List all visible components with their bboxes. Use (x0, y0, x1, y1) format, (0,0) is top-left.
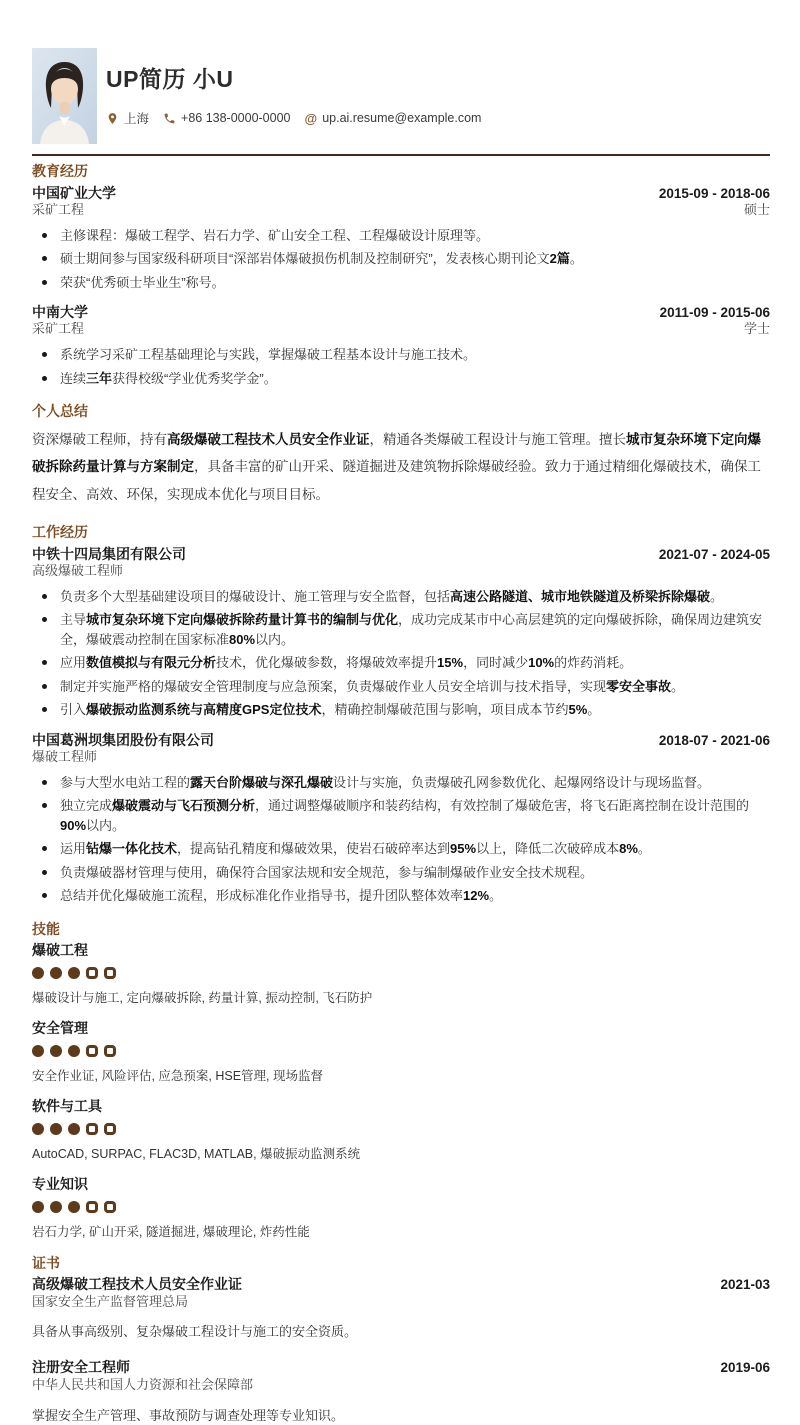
bullet-list (32, 587, 770, 720)
text: ，精通各类爆破工程设计与施工管理。擅长 (369, 431, 626, 447)
profile-photo (32, 48, 97, 144)
certificate-entry (32, 1358, 770, 1425)
skill-level-dots (32, 967, 770, 979)
skill-level-dots (32, 1123, 770, 1135)
skill-dot-filled-icon (50, 967, 62, 979)
skill-dot-filled-icon (32, 1123, 44, 1135)
contact-row (106, 109, 495, 127)
section-title-education: 教育经历 (32, 163, 88, 179)
education-date: 2015-09 - 2018-06 (658, 185, 770, 201)
skill-item (32, 940, 770, 1006)
certificate-entry (32, 1275, 770, 1342)
text: 硕士期间参与国家级科研项目“深部岩体爆破损伤机制及控制研究”，发表核心期刊论文 (60, 251, 550, 267)
bullet-list (32, 345, 770, 388)
at-icon: @ (304, 110, 318, 126)
contact-text: 上海 (124, 112, 150, 126)
bold-text: 城市复杂环境下定向爆破拆除药量计算书的编制与优化 (86, 612, 399, 628)
bullet-item (32, 226, 770, 246)
bullet-item (32, 796, 770, 835)
education-list (32, 184, 770, 389)
section-work (32, 524, 770, 906)
section-title-skills: 技能 (32, 920, 60, 937)
skill-keywords: 岩石力学, 矿山开采, 隧道掘进, 爆破理论, 炸药性能 (32, 1225, 310, 1240)
work-entry (32, 545, 770, 720)
skill-dot-empty-icon (104, 1123, 116, 1135)
skill-dot-filled-icon (68, 1045, 80, 1057)
certificate-issuer: 国家安全生产监督管理总局 (32, 1293, 189, 1309)
skill-dot-empty-icon (86, 1201, 98, 1213)
text: 参与大型水电站工程的 (60, 774, 191, 790)
bold-text: 三年 (86, 370, 113, 386)
certs-list (32, 1275, 770, 1425)
skill-dot-filled-icon (50, 1201, 62, 1213)
major: 采矿工程 (32, 321, 85, 337)
skill-dot-empty-icon (104, 1201, 116, 1213)
text: 制定并实施严格的爆破安全管理制度与应急预案，负责爆破作业人员安全培训与技术指导，实现 (60, 678, 607, 694)
text: 连续 (60, 370, 87, 386)
text: 荣获“优秀硕士毕业生”称号。 (60, 274, 225, 290)
bold-text: 10% (528, 655, 555, 671)
skill-dot-filled-icon (32, 1201, 44, 1213)
bullet-item (32, 886, 770, 906)
bold-text: 钻爆一体化技术 (86, 841, 178, 857)
text: ，成功完成某市中心高层建筑的定向爆破拆除，确保周边建筑安全，爆破震动控制在国家标准 (60, 612, 763, 647)
skill-keywords: 安全作业证, 风险评估, 应急预案, HSE管理, 现场监督 (32, 1069, 323, 1084)
certificate-description: 具备从事高级别、复杂爆破工程设计与施工的安全资质。 (32, 1324, 358, 1340)
text: 运用 (60, 841, 87, 857)
skill-dot-filled-icon (68, 1123, 80, 1135)
text: 设计与实施，负责爆破孔网参数优化、起爆网络设计与现场监督。 (333, 774, 711, 790)
contact-item (305, 111, 482, 126)
bullet-item (32, 839, 770, 859)
candidate-name: UP简历 小U (106, 66, 234, 92)
job-title: 高级爆破工程师 (32, 562, 124, 578)
bold-text: 数值模拟与有限元分析 (86, 655, 217, 671)
section-education (32, 163, 770, 388)
bullet-item (32, 345, 770, 365)
text: 。 (710, 588, 724, 604)
bold-text: 5% (568, 702, 588, 718)
skill-keywords: 爆破设计与施工, 定向爆破拆除, 药量计算, 振动控制, 飞石防护 (32, 991, 373, 1006)
section-certs (32, 1255, 770, 1425)
bullet-list (32, 773, 770, 906)
skill-dot-filled-icon (68, 1201, 80, 1213)
education-date: 2011-09 - 2015-06 (659, 305, 770, 321)
bold-text: 95% (450, 841, 477, 857)
skill-name: 安全管理 (32, 1020, 88, 1037)
skill-dot-filled-icon (68, 967, 80, 979)
section-skills (32, 921, 770, 1241)
entry-head (32, 303, 770, 321)
bullet-item (32, 653, 770, 673)
text: ，提高钻孔精度和爆破效果，使岩石破碎率达到 (177, 841, 451, 857)
bold-text: 高级爆破工程技术人员安全作业证 (167, 431, 370, 447)
text: 以内。 (86, 817, 126, 833)
phone-icon (163, 112, 176, 125)
skill-item (32, 1018, 770, 1084)
text: 应用 (60, 655, 87, 671)
text: 以内。 (255, 631, 295, 647)
text: 资深爆破工程师，持有 (32, 431, 167, 447)
degree: 学士 (743, 321, 770, 337)
text: 以上，降低二次破碎成本 (476, 841, 620, 857)
bullet-item (32, 273, 770, 293)
profile-photo-illustration (32, 48, 97, 144)
bold-text: 2篇 (549, 251, 570, 267)
skill-dot-empty-icon (104, 967, 116, 979)
entry-head (32, 184, 770, 202)
bullet-item (32, 610, 770, 649)
contact-item (163, 111, 290, 125)
major: 采矿工程 (32, 201, 85, 217)
bold-text: 城市复杂环境下定向爆破拆除药量计算与方案制定 (32, 431, 761, 475)
skill-name: 爆破工程 (32, 942, 88, 959)
certificate-description: 掌握安全生产管理、事故预防与调查处理等专业知识。 (32, 1407, 345, 1423)
section-title-summary: 个人总结 (32, 403, 88, 420)
bold-text: 爆破振动监测系统与高精度GPS定位技术 (86, 702, 322, 718)
skills-list (32, 940, 770, 1240)
bold-text: 爆破震动与飞石预测分析 (112, 798, 256, 814)
text: 负责多个大型基础建设项目的爆破设计、施工管理与安全监督，包括 (60, 588, 451, 604)
text: 独立完成 (60, 798, 113, 814)
bullet-item (32, 249, 770, 269)
skill-dot-empty-icon (86, 1045, 98, 1057)
text: 。 (671, 678, 685, 694)
bold-text: 高速公路隧道、城市地铁隧道及桥梁拆除爆破 (450, 588, 711, 604)
bullet-item (32, 369, 770, 389)
text: ，精确控制爆破范围与影响，项目成本节约 (321, 702, 569, 718)
text: 。 (489, 888, 503, 904)
text: ，同时减少 (463, 655, 529, 671)
bullet-list (32, 226, 770, 293)
work-date: 2018-07 - 2021-06 (658, 732, 770, 748)
skill-dot-empty-icon (86, 1123, 98, 1135)
contact-item (106, 109, 149, 127)
entry-sub (32, 563, 770, 580)
text: 。 (637, 841, 651, 857)
school-name: 中南大学 (32, 304, 88, 321)
bullet-item (32, 700, 770, 720)
skill-name: 专业知识 (32, 1176, 88, 1193)
bullet-item (32, 677, 770, 697)
bullet-item (32, 587, 770, 607)
entry-head (32, 1275, 770, 1293)
work-date: 2021-07 - 2024-05 (658, 546, 770, 562)
text: 获得校级“学业优秀奖学金”。 (112, 370, 277, 386)
certificate-date: 2019-06 (720, 1359, 770, 1375)
bullet-item (32, 773, 770, 793)
entry-sub (32, 321, 770, 338)
company-name: 中铁十四局集团有限公司 (32, 545, 186, 562)
skill-dot-filled-icon (50, 1123, 62, 1135)
certificate-name: 注册安全工程师 (32, 1358, 130, 1375)
bold-text: 露天台阶爆破与深孔爆破 (190, 774, 334, 790)
entry-head (32, 731, 770, 749)
work-entry (32, 731, 770, 906)
certificate-date: 2021-03 (720, 1276, 770, 1292)
company-name: 中国葛洲坝集团股份有限公司 (32, 731, 214, 748)
education-entry (32, 303, 770, 388)
text: 系统学习采矿工程基础理论与实践，掌握爆破工程基本设计与施工技术。 (60, 347, 477, 363)
work-list (32, 545, 770, 906)
text: 技术，优化爆破参数，将爆破效率提升 (216, 655, 438, 671)
header-divider (32, 154, 770, 156)
text: 主修课程：爆破工程学、岩石力学、矿山安全工程、工程爆破设计原理等。 (60, 227, 490, 243)
location-pin-icon (106, 112, 119, 125)
section-title-work: 工作经历 (32, 524, 88, 541)
contact-text: +86 138-0000-0000 (181, 111, 291, 125)
bold-text: 15% (437, 655, 464, 671)
entry-head (32, 1358, 770, 1376)
skill-name: 软件与工具 (32, 1098, 102, 1115)
entry-sub (32, 749, 770, 766)
skill-level-dots (32, 1201, 770, 1213)
text: 总结并优化爆破施工流程，形成标准化作业指导书，提升团队整体效率 (60, 888, 464, 904)
certificate-issuer: 中华人民共和国人力资源和社会保障部 (32, 1377, 254, 1393)
bold-text: 8% (619, 841, 638, 857)
entry-head (32, 545, 770, 563)
skill-item (32, 1174, 770, 1240)
text: ，通过调整爆破顺序和装药结构，有效控制了爆破危害，将飞石距离控制在设计范围的 (255, 798, 750, 814)
skill-keywords: AutoCAD, SURPAC, FLAC3D, MATLAB, 爆破振动监测系统 (32, 1147, 361, 1162)
skill-dot-filled-icon (32, 1045, 44, 1057)
text: 。 (587, 702, 601, 718)
bold-text: 零安全事故 (606, 678, 672, 694)
text: 负责爆破器材管理与使用，确保符合国家法规和安全规范，参与编制爆破作业安全技术规程。 (60, 864, 594, 880)
job-title: 爆破工程师 (32, 748, 98, 764)
skill-level-dots (32, 1045, 770, 1057)
bold-text: 12% (463, 888, 490, 904)
certificate-name: 高级爆破工程技术人员安全作业证 (32, 1275, 242, 1292)
summary-paragraph (32, 426, 770, 509)
skill-dot-empty-icon (86, 967, 98, 979)
section-title-certs: 证书 (32, 1255, 60, 1272)
resume-header (32, 48, 770, 144)
text: 引入 (60, 702, 87, 718)
header-text (97, 48, 495, 127)
bold-text: 80% (229, 631, 256, 647)
degree: 硕士 (743, 201, 770, 217)
text: 的炸药消耗。 (554, 655, 633, 671)
school-name: 中国矿业大学 (32, 184, 116, 201)
education-entry (32, 184, 770, 293)
skill-dot-empty-icon (104, 1045, 116, 1057)
skill-dot-filled-icon (50, 1045, 62, 1057)
text: 。 (569, 251, 583, 267)
text: ，具备丰富的矿山开采、隧道掘进及建筑物拆除爆破经验。致力于通过精细化爆破技术，确保工程安全、高效、环保，实现成本优化与项目目标。 (32, 459, 761, 503)
contact-text: up.ai.resume@example.com (322, 111, 482, 125)
text: 主导 (60, 612, 87, 628)
skill-item (32, 1096, 770, 1162)
skill-dot-filled-icon (32, 967, 44, 979)
section-summary (32, 403, 770, 509)
bullet-item (32, 863, 770, 883)
entry-sub (32, 202, 770, 219)
bold-text: 90% (60, 817, 87, 833)
